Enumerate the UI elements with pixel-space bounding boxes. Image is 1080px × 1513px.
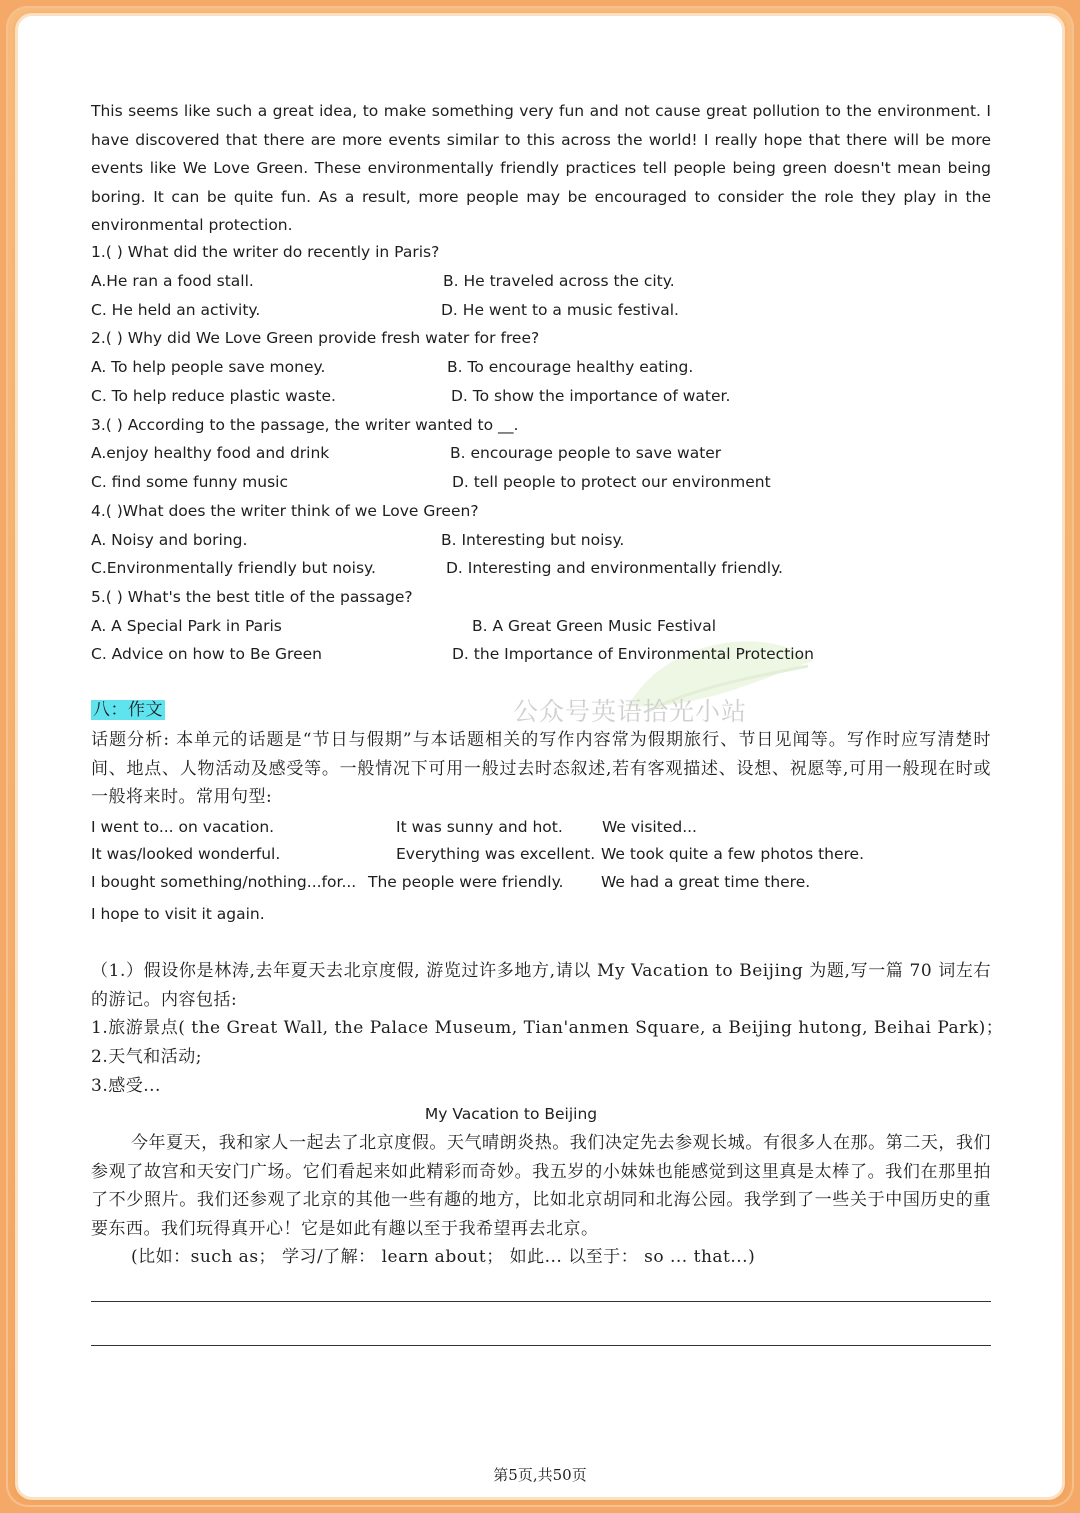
watermark-text: 公众号英语拾光小站 xyxy=(513,697,748,726)
task-point: 2.天气和活动; xyxy=(91,1047,202,1067)
option: C. Advice on how to Be Green xyxy=(91,645,322,663)
option: C. find some funny music xyxy=(91,473,289,491)
option: B. Interesting but noisy. xyxy=(441,531,625,549)
option: A.enjoy healthy food and drink xyxy=(91,444,330,462)
option: A. A Special Park in Paris xyxy=(91,617,282,635)
option: A. To help people save money. xyxy=(91,358,326,376)
option: D. Interesting and environmentally friendly. xyxy=(446,559,783,577)
option: C.Environmentally friendly but noisy. xyxy=(91,559,376,577)
question-stem: 3.( ) According to the passage, the writer wanted to __. xyxy=(91,416,519,434)
question-stem: 4.( )What does the writer think of we Love Green? xyxy=(91,502,479,520)
essay-title: My Vacation to Beijing xyxy=(424,1105,598,1123)
option: B. A Great Green Music Festival xyxy=(472,617,717,635)
document-page xyxy=(18,16,1062,1497)
essay-body: 今年夏天，我和家人一起去了北京度假。天气晴朗炎热。我们决定先去参观长城。有很多人在那。第二天，我们参观了故宫和天安门广场。它们看起来如此精彩而奇妙。我五岁的小妹妹也能感觉到这里真是太棒了。我们在那里拍了不少照片。我们还参观了北京的其他一些有趣的地方，比如北京胡同和北海公园。我学到了一些关于中国历史的重要东西。我们玩得真开心！它是如此有趣以至于我希望再去北京。 xyxy=(91,1133,991,1239)
question-stem: 2.( ) Why did We Love Green provide fresh water for free? xyxy=(91,329,540,347)
pattern: I hope to visit it again. xyxy=(91,905,265,923)
task-point: 1.旅游景点( the Great Wall, the Palace Museum, Tian'anmen Square, a Beijing hutong, Beihai Park)； xyxy=(91,1018,1004,1038)
passage-paragraph: This seems like such a great idea, to make something very fun and not cause great pollution to the environment. I have discovered that there are more events similar to this across the world! I really hope that there will be more events like We Love Green. These environmentally friendly practices tell people being green doesn't mean being boring. It can be quite fun. As a result, more people may be encouraged to consider the role they play in the environmental protection. xyxy=(91,102,991,235)
section-title-text: 八：作文 xyxy=(93,700,163,720)
hint-text: (比如：such as； 学习/了解： learn about； 如此... 以至于： so ... that...) xyxy=(131,1247,756,1267)
pattern: We visited... xyxy=(602,818,697,836)
pattern: I went to... on vacation. xyxy=(91,818,275,836)
option: D. He went to a music festival. xyxy=(441,301,679,319)
option: D. To show the importance of water. xyxy=(451,387,731,405)
task-point: 3.感受... xyxy=(91,1076,161,1096)
option: B. To encourage healthy eating. xyxy=(447,358,694,376)
option: C. He held an activity. xyxy=(91,301,261,319)
question-stem: 5.( ) What's the best title of the passage? xyxy=(91,588,413,606)
page-footer: 第5页,共50页 xyxy=(493,1466,587,1484)
question-stem: 1.( ) What did the writer do recently in Paris? xyxy=(91,243,440,261)
topic-analysis: 话题分析: 本单元的话题是“节日与假期”与本话题相关的写作内容常为假期旅行、节日见闻等。写作时应写清楚时间、地点、人物活动及感受等。一般情况下可用一般过去时态叙述,若有客观描述、设想、祝愿等,可用一般现在时或一般将来时。常用句型: xyxy=(91,730,991,808)
option: C. To help reduce plastic waste. xyxy=(91,387,336,405)
option: B. encourage people to save water xyxy=(450,444,722,462)
answer-line-2 xyxy=(91,1345,991,1346)
content-area xyxy=(91,16,1004,1497)
option: A. Noisy and boring. xyxy=(91,531,248,549)
task-intro: （1.）假设你是林涛,去年夏天去北京度假, 游览过许多地方,请以 My Vacation to Beijing 为题,写一篇 70 词左右的游记。内容包括: xyxy=(91,961,991,1010)
pattern: I bought something/nothing...for... xyxy=(91,873,357,891)
pattern: The people were friendly. xyxy=(368,873,564,891)
pattern: It was sunny and hot. xyxy=(396,818,563,836)
pattern: We took quite a few photos there. xyxy=(601,845,865,863)
option: A.He ran a food stall. xyxy=(91,272,254,290)
answer-line-1 xyxy=(91,1301,991,1302)
option: B. He traveled across the city. xyxy=(443,272,675,290)
option: D. tell people to protect our environment xyxy=(452,473,771,491)
pattern: We had a great time there. xyxy=(601,873,811,891)
pattern: It was/looked wonderful. xyxy=(91,845,281,863)
pattern: Everything was excellent. xyxy=(396,845,596,863)
option: D. the Importance of Environmental Protection xyxy=(452,645,814,663)
section-title xyxy=(91,700,165,720)
